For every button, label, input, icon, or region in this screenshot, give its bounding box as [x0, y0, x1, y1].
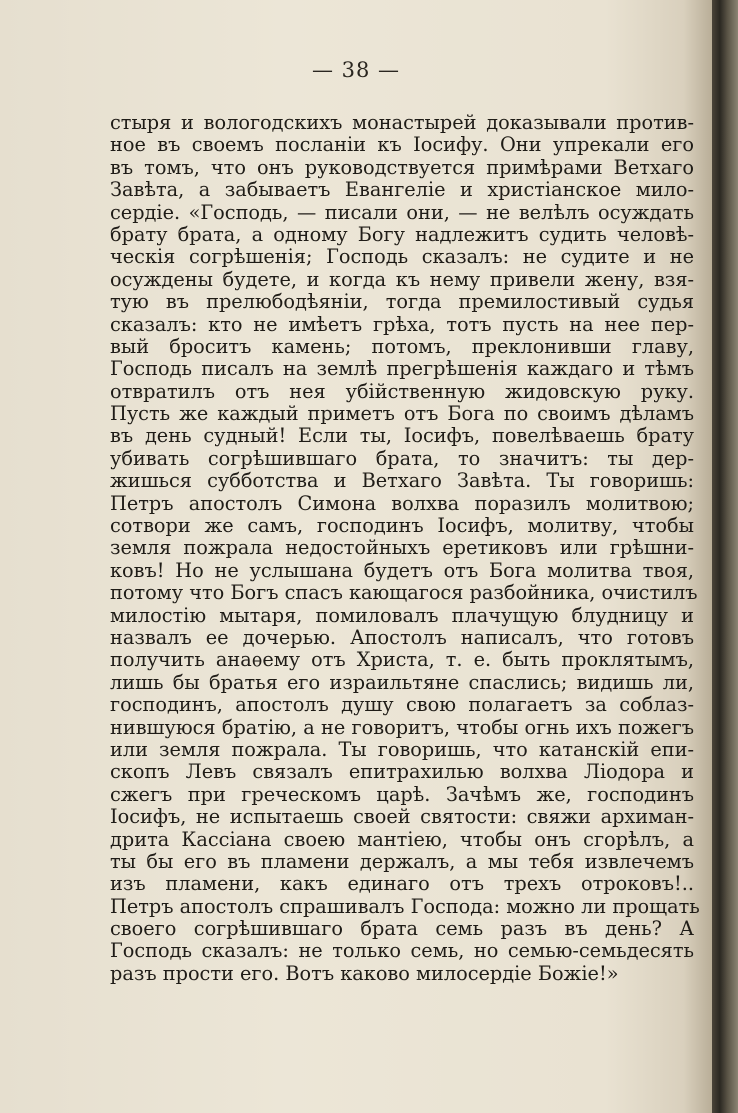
text-line: милостію мытаря, помиловалъ плачущую блудницу и — [110, 603, 694, 627]
text-line: стыря и вологодскихъ монастырей доказывали против- — [110, 111, 694, 134]
text-line: отвратилъ отъ нея убійственную жидовскую руку. — [110, 379, 694, 403]
text-line: брату брата, а одному Богу надлежитъ судить человѣ- — [110, 222, 694, 246]
text-line: своего согрѣшившаго брата семь разъ въ день? А — [110, 917, 694, 941]
text-line: ты бы его въ пламени держалъ, а мы тебя извлечемъ — [110, 849, 694, 873]
text-line: Завѣта, а забываетъ Евангеліе и христіанское мило- — [110, 178, 694, 202]
text-line: ческія согрѣшенія; Господь сказалъ: не судите и не — [110, 245, 694, 269]
text-line: нившуюся братію, а не говоритъ, чтобы огнь ихъ пожегъ — [110, 715, 694, 739]
text-line: въ томъ, что онъ руководствуется примѣрами Ветхаго — [110, 155, 694, 179]
text-line: Іосифъ, не испытаешь своей святости: свяжи архиман- — [110, 805, 694, 829]
text-line: сказалъ: кто не имѣетъ грѣха, тотъ пусть на нее пер- — [110, 312, 694, 336]
text-line: въ день судный! Если ты, Іосифъ, повелѣваешь брату — [110, 424, 694, 448]
text-line: потому что Богъ спасъ кающагося разбойника, очистилъ — [110, 581, 698, 605]
text-line: ковъ! Но не услышана будетъ отъ Бога молитва твоя, — [110, 558, 694, 582]
text-line: Господь сказалъ: не только семь, но семью-семьдесять — [110, 939, 694, 963]
text-line: или земля пожрала. Ты говоришь, что катанскій епи- — [110, 737, 694, 761]
text-line: изъ пламени, какъ единаго отъ трехъ отроковъ!.. — [110, 872, 694, 896]
text-line: вый броситъ камень; потомъ, преклонивши главу, — [110, 334, 694, 358]
text-line: скопъ Левъ связалъ епитрахилью волхва Ліодора и — [110, 760, 694, 784]
text-line: жишься субботства и Ветхаго Завѣта. Ты говоришь: — [110, 469, 694, 493]
text-line: осуждены будете, и когда къ нему привели жену, взя- — [110, 267, 694, 291]
book-binding-edge — [712, 0, 738, 1113]
text-line: сжегъ при греческомъ царѣ. Зачѣмъ же, господинъ — [110, 782, 694, 806]
text-line: сотвори же самъ, господинъ Іосифъ, молитву, чтобы — [110, 514, 694, 538]
text-line: дрита Кассіана своею мантіею, чтобы онъ сгорѣлъ, а — [110, 827, 694, 851]
text-line: господинъ, апостолъ душу свою полагаетъ за соблаз- — [110, 693, 694, 717]
text-line: разъ прости его. Вотъ каково милосердіе Божіе!» — [110, 961, 619, 985]
text-line: Петръ апостолъ спрашивалъ Господа: можно ли прощать — [110, 894, 700, 918]
text-line: получить анаѳему отъ Христа, т. е. быть проклятымъ, — [110, 648, 694, 672]
body-text — [110, 111, 700, 985]
text-line: лишь бы братья его израильтяне спаслись; видишь ли, — [110, 670, 694, 694]
text-line: земля пожрала недостойныхъ еретиковъ или грѣшни- — [110, 536, 694, 560]
text-line: тую въ прелюбодѣяніи, тогда премилостивый судья — [110, 290, 694, 314]
page-number: — 38 — — [311, 58, 401, 82]
text-line: Петръ апостолъ Симона волхва поразилъ молитвою; — [110, 491, 694, 515]
text-line: Господь писалъ на землѣ прегрѣшенія каждаго и тѣмъ — [110, 357, 694, 381]
text-line: убивать согрѣшившаго брата, то значитъ: ты дер- — [110, 446, 694, 470]
text-line: назвалъ ее дочерью. Апостолъ написалъ, что готовъ — [110, 625, 694, 649]
text-line: сердіе. «Господь, — писали они, — не велѣлъ осуждать — [110, 200, 694, 224]
text-line: Пусть же каждый приметъ отъ Бога по своимъ дѣламъ — [110, 402, 694, 426]
text-line: ное въ своемъ посланіи къ Іосифу. Они упрекали его — [110, 133, 694, 157]
